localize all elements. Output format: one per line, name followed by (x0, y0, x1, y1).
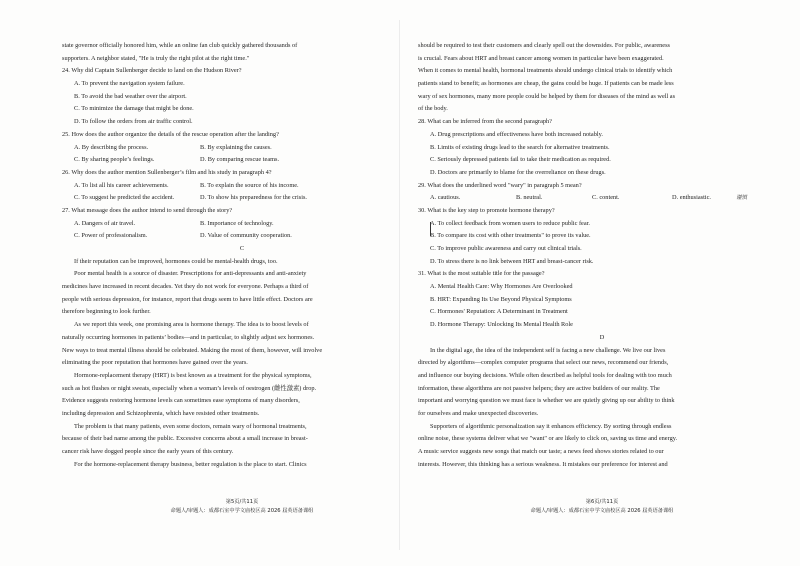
passage-line: naturally occurring hormones in patients’ bodies—and in particular, to slightly adjust sex hormones. (62, 333, 315, 341)
text-line: is crucial. Fears about HRT and breast cancer among women in particular have been exaggerated. (418, 54, 664, 62)
setter-credit: 命题人/审题人：成都石室中学文庙校区高 2026 届英语备课组 (530, 508, 674, 514)
left-footer (62, 498, 422, 516)
question-29-stem: 29. What does the underlined word "wary" in paragraph 5 mean? (418, 181, 582, 189)
passage-line: Hormone-replacement therapy (HRT) is best known as a treatment for the physical symptoms, (74, 371, 312, 379)
text-line: should be required to test their customers and clearly spell out the downsides. For public, awareness (418, 42, 670, 49)
text-line: state governor officially honored him, while an online fan club quickly gathered thousands of (62, 42, 298, 49)
passage-line: Supporters of algorithmic personalization say it enhances efficiency. By sorting through endless (430, 422, 672, 430)
q26-option-c: C. To suggest he predicted the accident. (74, 194, 175, 202)
passage-line: because of their bad name among the public. Excessive concerns about a small increase in breast- (62, 435, 308, 443)
question-31-stem: 31. What is the most suitable title for the passage? (418, 270, 545, 278)
text-line: When it comes to mental health, hormonal treatments should undergo clinical trials to identify which (418, 67, 673, 75)
q31-option-a: A. Mental Health Care: Why Hormones Are Overlooked (430, 283, 573, 291)
passage-line: eliminating the poor reputation that hormones have gained over the years. (62, 359, 248, 367)
q26-option-d: D. To show his preparedness for the crisis. (200, 194, 307, 202)
handwritten-note: 谨慎 (736, 195, 748, 202)
text-line: supporters. A neighbor stated, "He is truly the right pilot at the right time." (62, 54, 250, 62)
passage-line: Poor mental health is a source of disaster. Prescriptions for anti-depressants and anti-anxiety (74, 270, 307, 278)
question-27-stem: 27. What message does the author intend to send through the story? (62, 206, 233, 214)
passage-line: information, these algorithms are not passive helpers; they are active builders of our reality. The (418, 384, 660, 392)
q28-option-d: D. Doctors are primarily to blame for the overreliance on these drugs. (430, 168, 606, 176)
q29-option-a: A. cautious. (430, 194, 461, 202)
passage-line: for ourselves and make unexpected discoveries. (418, 409, 539, 417)
q25-option-b: B. By explaining the causes. (200, 143, 272, 151)
passage-line: important and worrying question we must face is whether we are quietly giving up our ability to think (418, 397, 675, 405)
passage-line: In the digital age, the idea of the independent self is facing a new challenge. We live our lives (430, 346, 666, 354)
passage-line: including depression and Schizophrenia, which have resisted other treatments. (62, 409, 260, 417)
right-page (418, 40, 786, 471)
page-number: 第6页/共11页 (585, 499, 619, 505)
question-24-stem: 24. Why did Captain Sullenberger decide to land on the Hudson River? (62, 67, 242, 75)
passage-line: medicines have increased in recent decades. Yet they do not work for everyone. Perhaps a third of (62, 283, 309, 291)
q31-option-c: C. Hormones' Reputation: A Determinant in Treatment (430, 308, 568, 316)
passage-line: people with serious depression, for instance, report that drugs seem to have little effect. Doctors are (62, 295, 313, 303)
question-25-stem: 25. How does the author organize the details of the rescue operation after the landing? (62, 130, 279, 138)
setter-credit: 命题人/审题人：成都石室中学文庙校区高 2026 届英语备课组 (170, 508, 314, 514)
passage-line: Evidence suggests restoring hormone levels can sometimes ease symptoms of many disorders, (62, 397, 300, 405)
q26-option-a: A. To list all his career achievements. (74, 181, 169, 189)
q25-option-d: D. By comparing rescue teams. (200, 156, 280, 164)
passage-line: As we report this week, one promising area is hormone therapy. The idea is to boost levels of (74, 321, 309, 329)
right-footer (418, 498, 786, 516)
q24-option-d: D. To follow the orders from air traffic control. (74, 118, 193, 126)
section-letter-d: D (599, 333, 605, 341)
question-30-stem: 30. What is the key step to promote hormone therapy? (418, 206, 555, 214)
q26-options-row (62, 192, 422, 205)
q28-option-b: B. Limits of existing drugs lead to the search for alternative treatments. (430, 143, 610, 151)
page-number: 第5页/共11页 (225, 499, 259, 505)
passage-line: If their reputation can be improved, hormones could be mental-health drugs, too. (74, 257, 278, 265)
q30-option-b: B. To compare its cost with other treatments" to prove its value. (430, 232, 591, 240)
passage-line: and influence our buying decisions. While often described as helpful tools for dealing with too much (418, 371, 672, 379)
passage-line: cancer risk have dogged people since the early years of this century. (62, 448, 234, 455)
q28-option-c: C. Seriously depressed patients fail to take their medication as required. (430, 156, 611, 164)
q26-options-row (62, 180, 422, 193)
q30-option-c: C. To improve public awareness and carry out clinical trials. (430, 245, 582, 252)
q27-option-a: A. Dangers of air travel. (74, 219, 136, 227)
text-line: of the body. (418, 105, 448, 113)
pencil-bracket-mark (430, 222, 434, 236)
passage-line: interests. However, this thinking has a serious weakness. It mistakes our preference for interest and (418, 460, 668, 468)
passage-line: For the hormone-replacement therapy business, better regulation is the place to start. Clinics (74, 460, 307, 468)
q31-option-d: D. Hormone Therapy: Unlocking Its Mental Health Role (430, 321, 573, 329)
section-letter-c: C (239, 245, 245, 252)
text-line: patients stand to benefit; as hormones are cheap, the gains could be huge. If patients can be made less (418, 80, 674, 88)
q28-option-a: A. Drug prescriptions and effectiveness have both increased notably. (430, 130, 603, 138)
q29-option-b: B. neutral. (516, 194, 543, 202)
q31-option-b: B. HRT: Expanding Its Use Beyond Physical Symptoms (430, 295, 572, 303)
q30-option-a: A. To collect feedback from women users to reduce public fear. (430, 219, 590, 227)
q27-option-b: B. Importance of technology. (200, 219, 274, 227)
q29-option-d: D. enthusiastic. (672, 194, 711, 202)
passage-line: therefore beginning to look further. (62, 308, 151, 316)
q27-options-row (62, 218, 422, 231)
passage-line: such as hot flushes or night sweats, especially when a woman’s levels of oestrogen (雌性激素) drop. (62, 384, 317, 392)
q24-option-a: A. To prevent the navigation system failure. (74, 80, 185, 88)
q27-options-row (62, 230, 422, 243)
q30-option-d: D. To stress there is no link between HRT and breast-cancer risk. (430, 257, 594, 265)
q25-options-row (62, 142, 422, 155)
passage-line: directed by algorithms—complex computer programs that select our news, recommend our friends, (418, 359, 669, 367)
question-28-stem: 28. What can be inferred from the second paragraph? (418, 118, 552, 126)
passage-line: The problem is that many patients, even some doctors, remain wary of hormonal treatments, (74, 422, 307, 430)
passage-line: A music service suggests new songs that match our taste; a news feed shows stories related to our (418, 448, 664, 455)
q25-option-a: A. By describing the process. (74, 143, 149, 151)
q24-option-b: B. To avoid the bad weather over the airport. (74, 92, 187, 100)
q26-option-b: B. To explain the source of his income. (200, 181, 299, 189)
question-26-stem: 26. Why does the author mention Sullenberger’s film and his study in paragraph 4? (62, 168, 272, 176)
q29-option-c: C. content. (592, 194, 620, 202)
q27-option-c: C. Power of professionalism. (74, 232, 148, 240)
q29-options-row (418, 192, 786, 205)
q27-option-d: D. Value of community cooperation. (200, 232, 292, 240)
q25-options-row (62, 154, 422, 167)
passage-line: online noise, these systems deliver what we "want" or are likely to click on, saving us time and energy. (418, 435, 678, 443)
q25-option-c: C. By sharing people’s feelings. (74, 156, 155, 164)
passage-line: New ways to treat mental illness should be celebrated. Making the most of them, however, will involve (62, 346, 323, 354)
left-page (62, 40, 422, 471)
q24-option-c: C. To minimize the damage that might be done. (74, 105, 194, 113)
text-line: wary of sex hormones, many more people could be helped by them for diseases of the mind as well as (418, 92, 676, 100)
